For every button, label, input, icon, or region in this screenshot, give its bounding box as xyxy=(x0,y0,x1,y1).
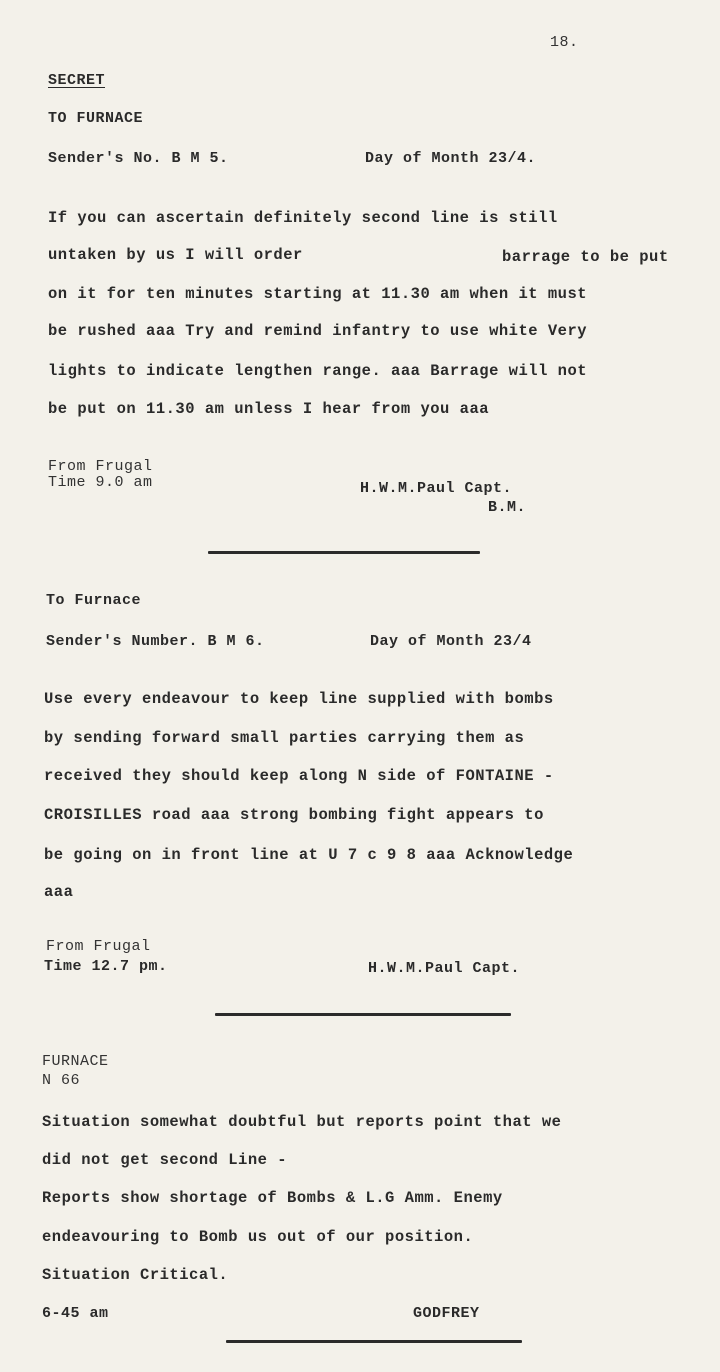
msg1-day-of-month: Day of Month 23/4. xyxy=(365,150,537,167)
msg1-from: From Frugal xyxy=(48,458,153,475)
msg1-time: Time 9.0 am xyxy=(48,474,153,491)
msg2-body-line: by sending forward small parties carrying them as xyxy=(44,729,525,747)
msg3-body-line: Situation somewhat doubtful but reports point that we xyxy=(42,1113,562,1131)
msg3-signature: GODFREY xyxy=(413,1305,480,1322)
msg2-time: Time 12.7 pm. xyxy=(44,958,168,975)
msg2-body-line: CROISILLES road aaa strong bombing fight appears to xyxy=(44,806,544,824)
separator-rule xyxy=(215,1013,511,1016)
msg3-time: 6-45 am xyxy=(42,1305,109,1322)
msg1-body-line: on it for ten minutes starting at 11.30 am when it must xyxy=(48,285,588,303)
msg1-senders-no: Sender's No. B M 5. xyxy=(48,150,229,167)
msg1-body-line: If you can ascertain definitely second line is still xyxy=(48,209,558,227)
separator-rule xyxy=(208,551,480,554)
msg3-number: N 66 xyxy=(42,1072,81,1089)
msg1-body-line: lights to indicate lengthen range. aaa Barrage will not xyxy=(48,362,588,380)
msg2-senders-no: Sender's Number. B M 6. xyxy=(46,633,265,650)
msg3-body-line: endeavouring to Bomb us out of our position. xyxy=(42,1228,474,1246)
msg1-body-line: be put on 11.30 am unless I hear from you aaa xyxy=(48,400,490,418)
msg1-body-line: be rushed aaa Try and remind infantry to use white Very xyxy=(48,322,588,340)
msg3-body-line: Reports show shortage of Bombs & L.G Amm. Enemy xyxy=(42,1189,503,1207)
msg2-from: From Frugal xyxy=(46,938,151,955)
msg2-day-of-month: Day of Month 23/4 xyxy=(370,633,532,650)
msg2-body-line: received they should keep along N side of FONTAINE - xyxy=(44,767,554,785)
msg3-body-line: Situation Critical. xyxy=(42,1266,229,1284)
separator-rule xyxy=(226,1340,522,1343)
msg3-to: FURNACE xyxy=(42,1053,109,1070)
classification-secret: SECRET xyxy=(48,72,106,89)
msg1-signature: H.W.M.Paul Capt. xyxy=(360,480,513,497)
msg2-to: To Furnace xyxy=(46,592,142,609)
msg1-body-line: barrage to be put xyxy=(502,248,669,266)
msg2-body-line: be going on in front line at U 7 c 9 8 aaa Acknowledge xyxy=(44,846,574,864)
msg1-to: TO FURNACE xyxy=(48,110,144,127)
msg1-body-line: untaken by us I will order xyxy=(48,246,303,264)
msg2-body-line: aaa xyxy=(44,883,74,901)
msg2-body-line: Use every endeavour to keep line supplied with bombs xyxy=(44,690,554,708)
msg3-body-line: did not get second Line - xyxy=(42,1151,288,1169)
page-number: 18. xyxy=(550,34,579,51)
msg2-signature: H.W.M.Paul Capt. xyxy=(368,960,521,977)
msg1-signature-title: B.M. xyxy=(488,499,527,516)
